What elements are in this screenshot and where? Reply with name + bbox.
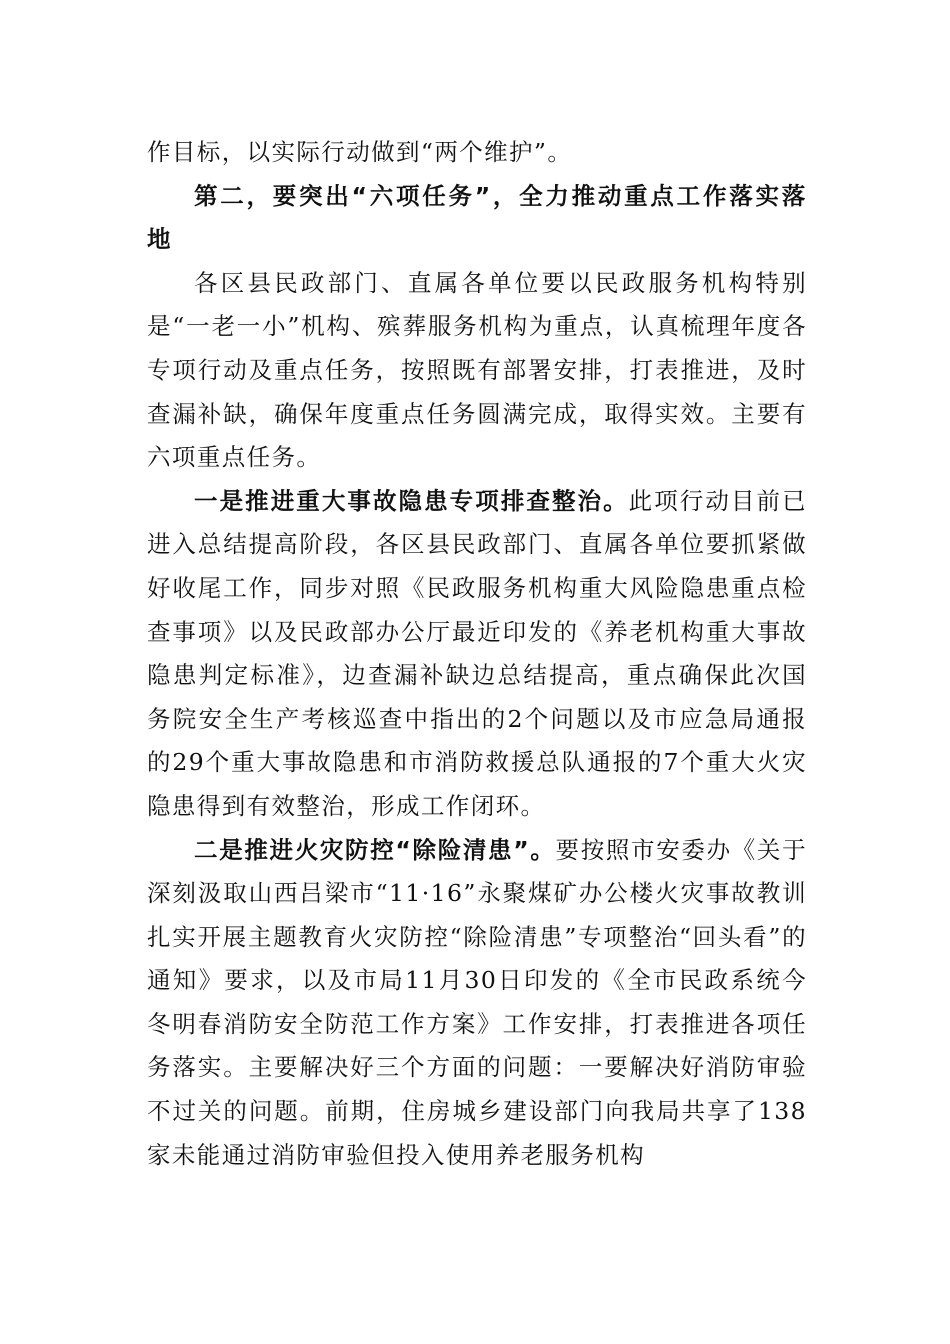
task-one-lead: 一是推进重大事故隐患专项排查整治。 [194, 486, 629, 515]
paragraph-task-two [147, 829, 807, 1178]
paragraph-task-one [147, 480, 807, 829]
section-heading: 第二，要突出“六项任务”，全力推动重点工作落实落地 [147, 181, 807, 254]
task-one-body: 此项行动目前已进入总结提高阶段，各区县民政部门、直属各单位要抓紧做好收尾工作，同步对照《民政服务机构重大风险隐患重点检查事项》以及民政部办公厅最近印发的《养老机构重大事故隐患判定标准》，边查漏补缺边总结提高，重点确保此次国务院安全生产考核巡查中指出的2个问题以及市应急局通报的29个重大事故隐患和市消防救援总队通报的7个重大火灾隐患得到有效整治，形成工作闭环。 [147, 486, 807, 820]
paragraph-intro: 各区县民政部门、直属各单位要以民政服务机构特别是“一老一小”机构、殡葬服务机构为重点，认真梳理年度各专项行动及重点任务，按照既有部署安排，打表推进，及时查漏补缺，确保年度重点任务圆满完成，取得实效。主要有六项重点任务。 [147, 268, 807, 472]
task-two-body: 要按照市安委办《关于深刻汲取山西吕梁市“11·16”永聚煤矿办公楼火灾事故教训 扎实开展主题教育火灾防控“除险清患”专项整治“回头看”的通知》要求，以及市局11月30日印发的《全市民政系统今冬明春消防安全防范工作方案》工作安排，打表推进各项任务落实。主要解决好三个方面的问题：一要解决好消防审验不过关的问题。前期，住房城乡建设部门向我局共享了138家未能通过消防审验但投入使用养老服务机构 [147, 835, 808, 1169]
document-body [147, 131, 807, 1177]
paragraph-continuation: 作目标，以实际行动做到“两个维护”。 [147, 138, 573, 166]
task-two-lead: 二是推进火灾防控“除险清患”。 [194, 835, 556, 864]
